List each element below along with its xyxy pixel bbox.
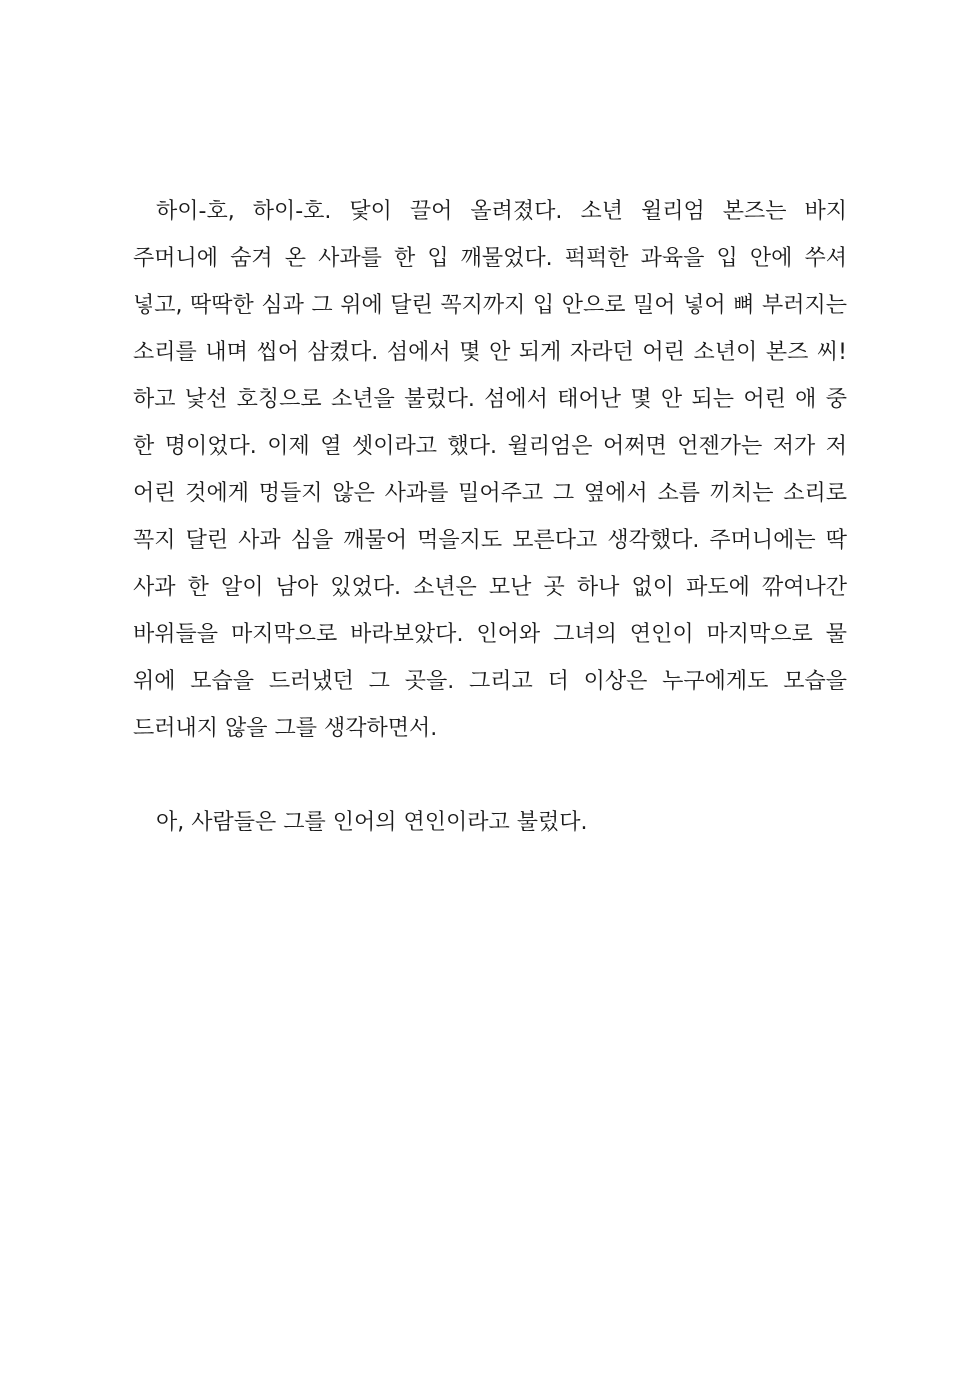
- paragraph-main: 하이-호, 하이-호. 닻이 끌어 올려졌다. 소년 윌리엄 본즈는 바지 주머니에 숨겨 온 사과를 한 입 깨물었다. 퍽퍽한 과육을 입 안에 쑤셔 넣고, 딱딱한 심과 그 위에 달린 꼭지까지 입 안으로 밀어 넣어 뼈 부러지는 소리를 내며 씹어 삼켰다. 섬에서 몇 안 되게 자라던 어린 소년이 본즈 씨! 하고 낯선 호칭으로 소년을 불렀다. 섬에서 태어난 몇 안 되는 어린 애 중 한 명이었다. 이제 열 셋이라고 했다. 윌리엄은 어쩌면 언젠가는 저가 저 어린 것에게 멍들지 않은 사과를 밀어주고 그 옆에서 소름 끼치는 소리로 꼭지 달린 사과 심을 깨물어 먹을지도 모른다고 생각했다. 주머니에는 딱 사과 한 알이 남아 있었다. 소년은 모난 곳 하나 없이 파도에 깎여나간 바위들을 마지막으로 바라보았다. 인어와 그녀의 연인이 마지막으로 물 위에 모습을 드러냈던 그 곳을. 그리고 더 이상은 누구에게도 모습을 드러내지 않을 그를 생각하면서.: [133, 199, 847, 741]
- document-body: [133, 188, 847, 846]
- paragraph-closing: 아, 사람들은 그를 인어의 연인이라고 불렀다.: [156, 810, 588, 835]
